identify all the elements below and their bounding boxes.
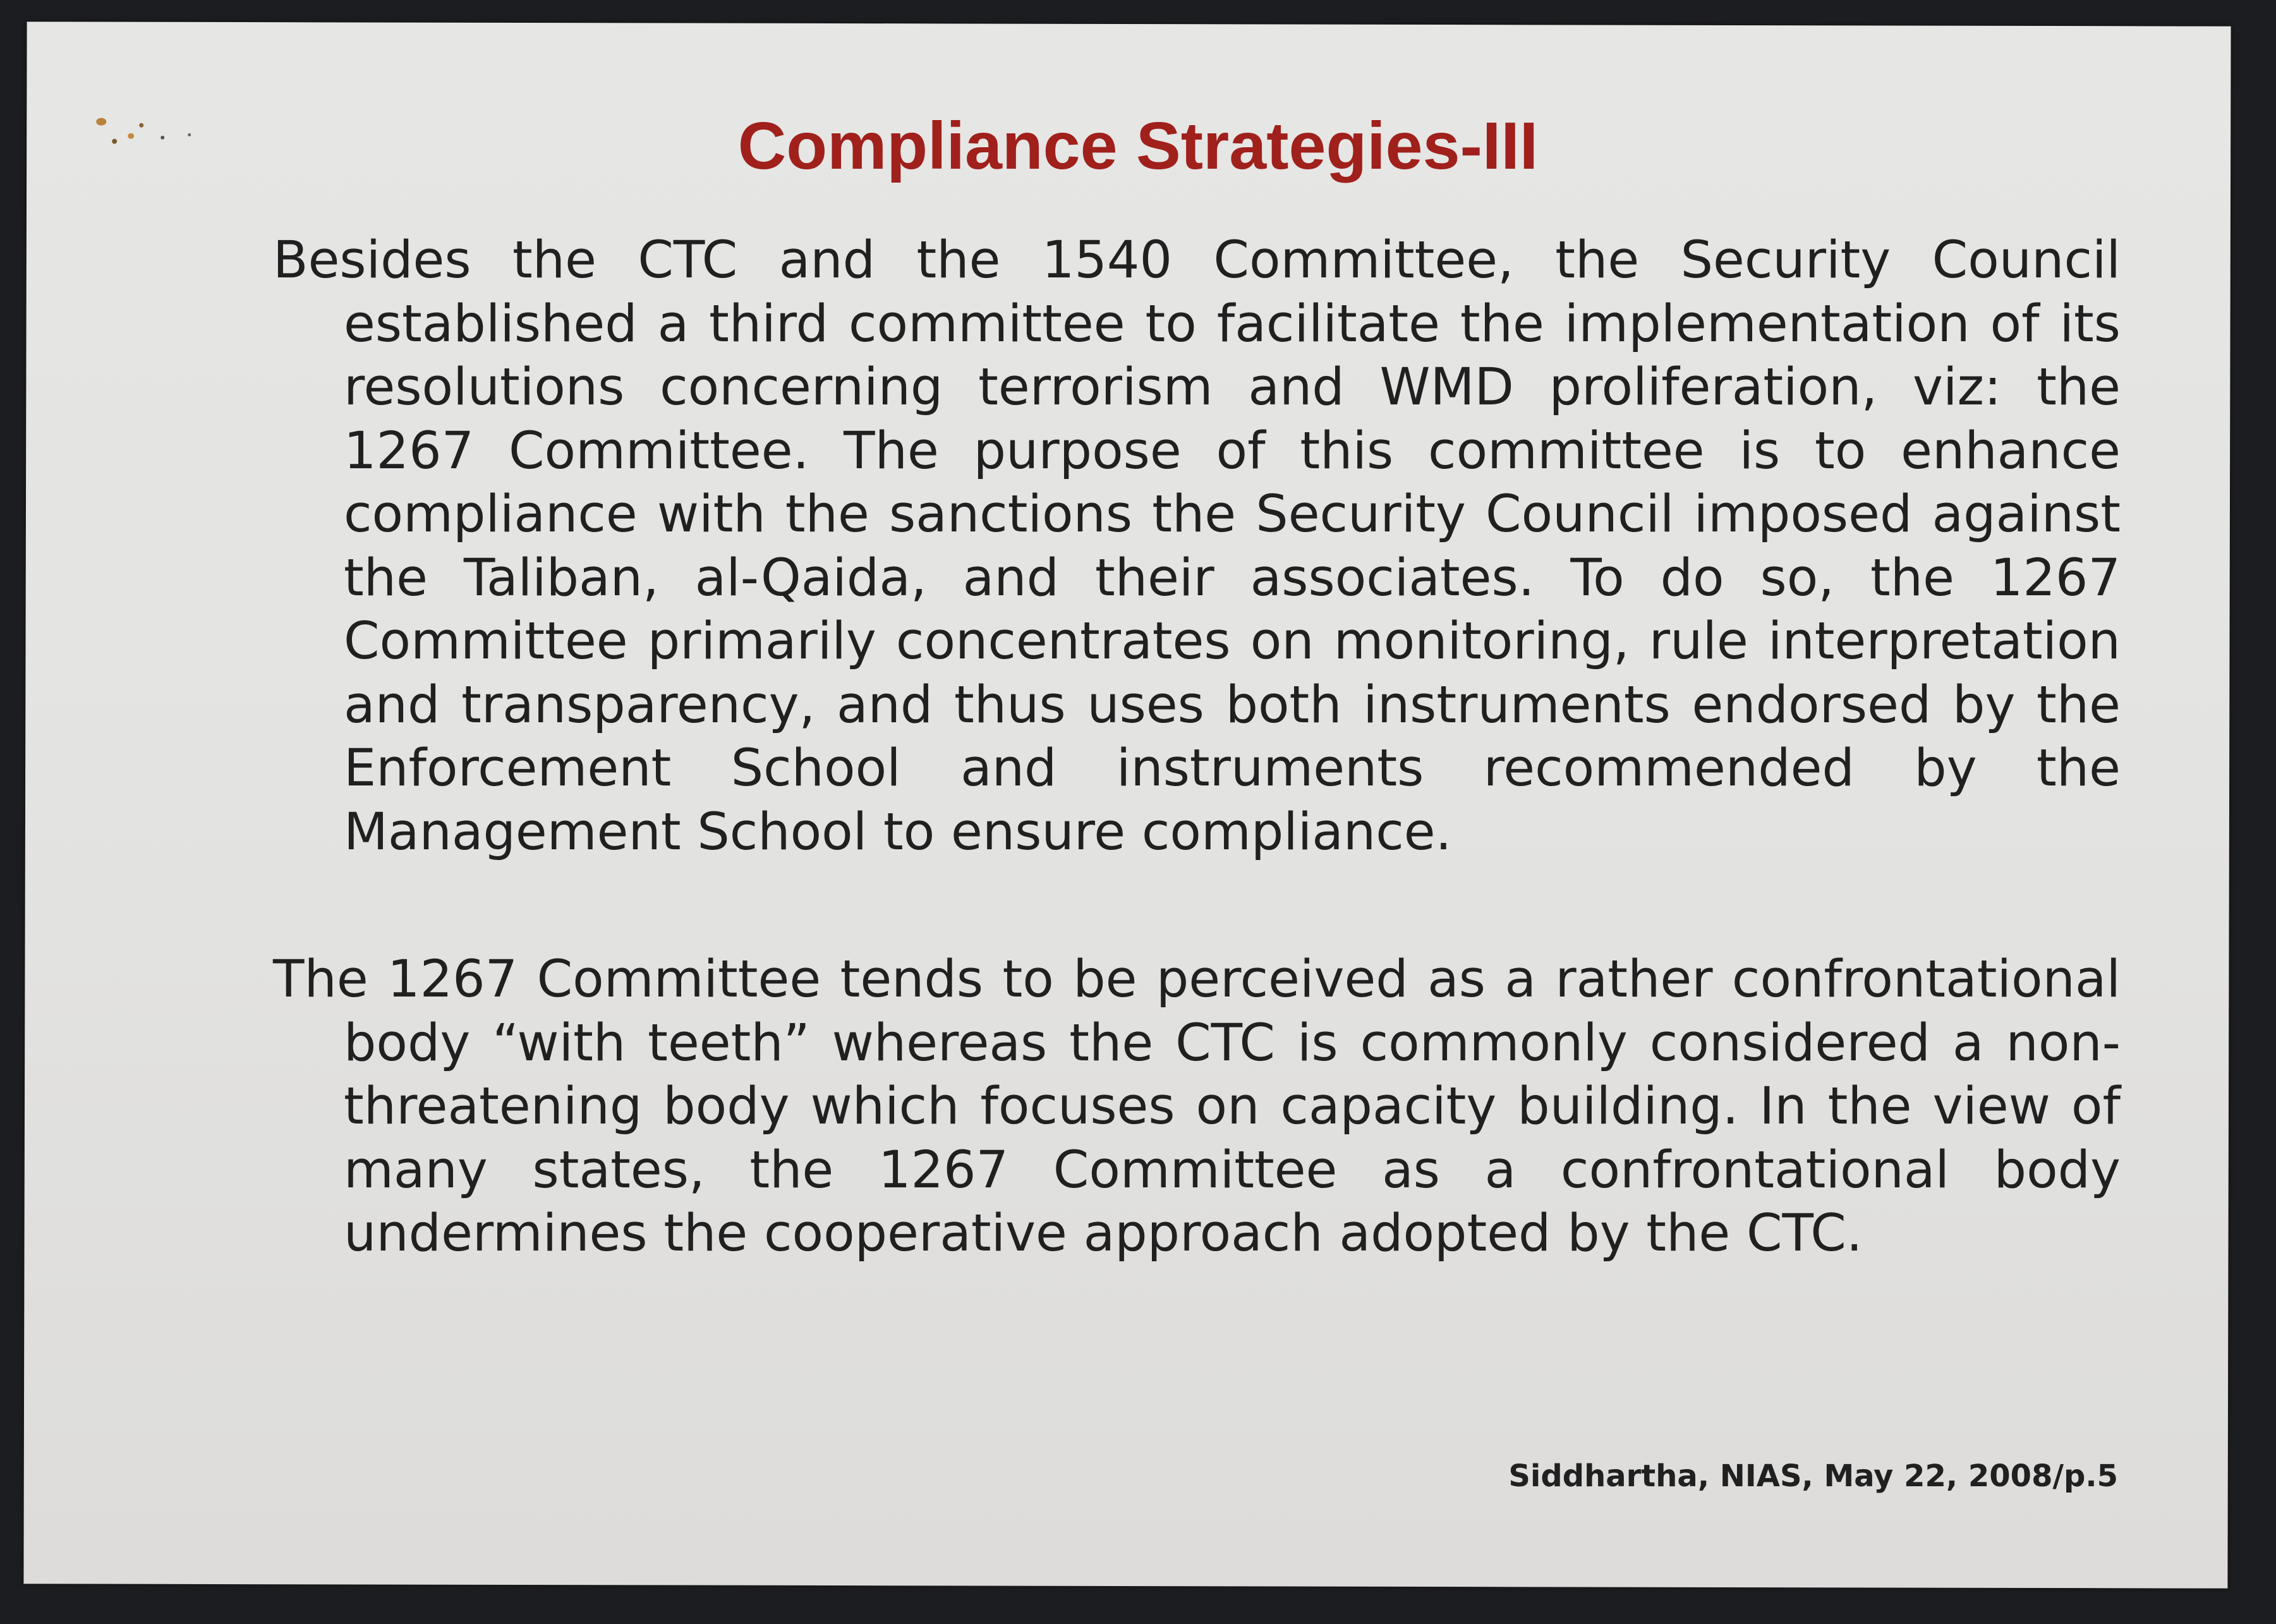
page-title: Compliance Strategies-III [737, 109, 1539, 183]
paragraph-1: Besides the CTC and the 1540 Committee, the Security Council established a third committee to facilitate the implementation of its resolutions concerning terrorism and WMD proliferation, viz: the 1267 Committee. The purpose of this committee is to enhance compliance with the sanctions the Security Council imposed against the Taliban, al-Qaida, and their associates. To do so, the 1267 Committee primarily concentrates on monitoring, rule interpretation and transparency, and thus uses both instruments endorsed by the Enforcement School and instruments recommended by the Management School to ensure compliance. [273, 231, 2121, 862]
paragraph-2: The 1267 Committee tends to be perceived as a rather confrontational body “with teeth” whereas the CTC is commonly considered a non-threatening body which focuses on capacity building. In the view of many states, the 1267 Committee as a confrontational body undermines the cooperative approach adopted by the CTC. [273, 950, 2121, 1263]
footer-citation: Siddhartha, NIAS, May 22, 2008/p.5 [1508, 1458, 2118, 1494]
